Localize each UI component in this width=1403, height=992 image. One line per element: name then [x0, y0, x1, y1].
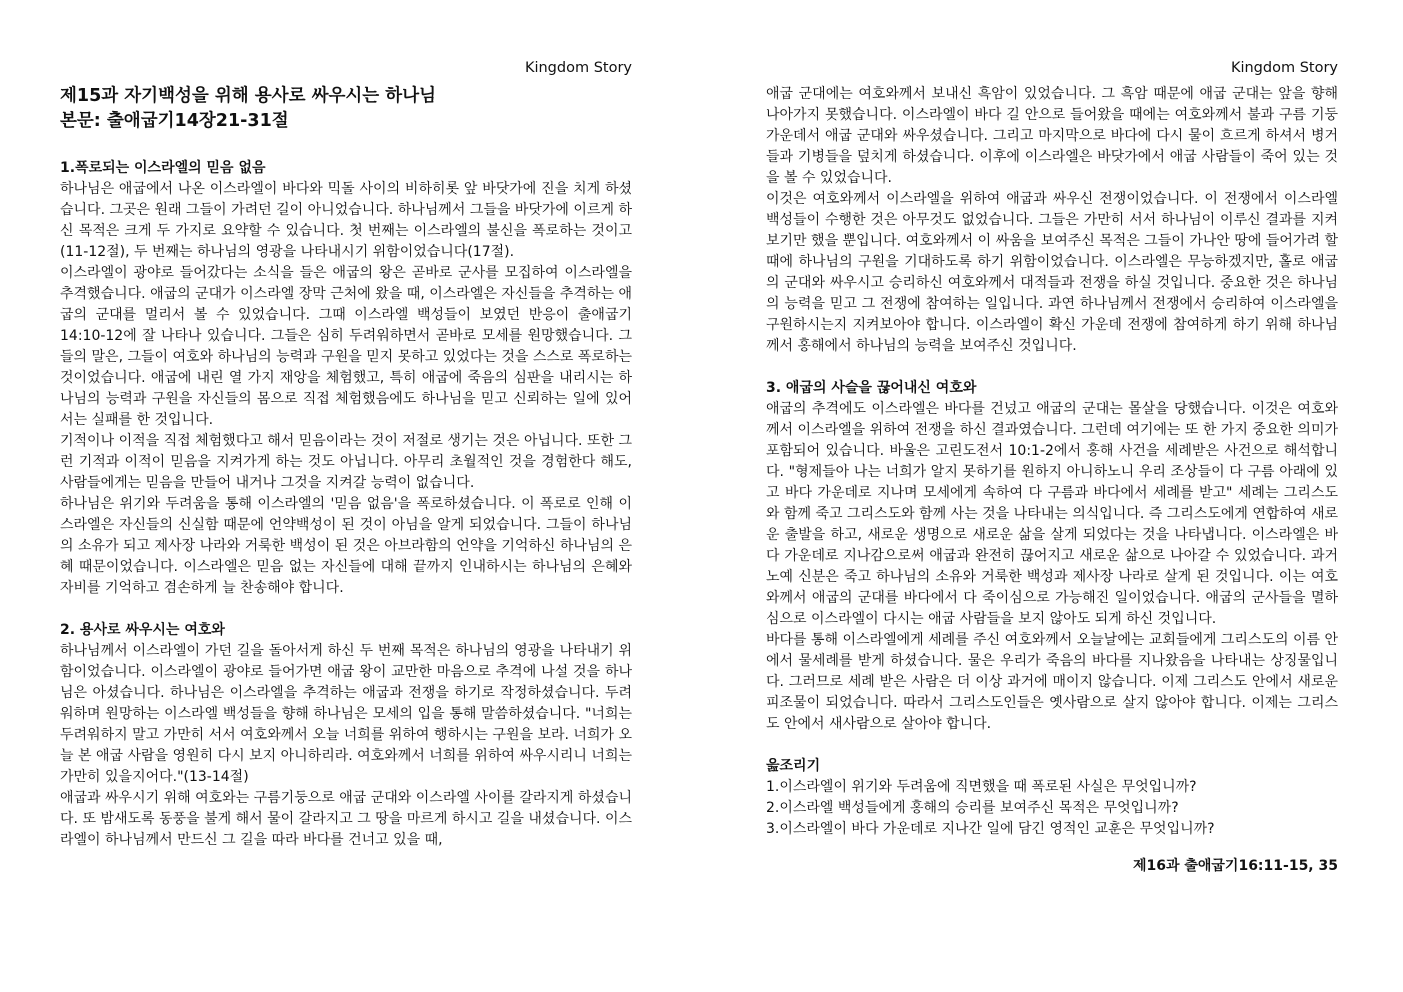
lesson-title-main: 제15과 자기백성을 위해 용사로 싸우시는 하나님 [60, 86, 437, 106]
section-3 [766, 378, 1338, 735]
review-questions [766, 756, 1338, 840]
section-heading: 2. 용사로 싸우시는 여호와 [60, 622, 225, 638]
spacer [60, 599, 632, 620]
question-list [766, 777, 1338, 840]
section-heading: 1.폭로되는 이스라엘의 믿음 없음 [60, 160, 266, 176]
section-heading: 3. 애굽의 사슬을 끊어내신 여호와 [766, 380, 977, 396]
spacer [766, 735, 1338, 756]
paragraph: 하나님께서 이스라엘이 가던 길을 돌아서게 하신 두 번째 목적은 하나님의 영광을 나타내기 위함이었습니다. 이스라엘이 광야로 들어가면 애굽 왕이 교만한 마음으로 추격에 나설 것을 하나님은 아셨습니다. 하나님은 이스라엘을 추격하는 애굽과 전쟁을 하기로 작정하셨습니다. 두려워하며 원망하는 이스라엘 백성들을 향해 하나님은 모세의 입을 통해 말씀하셨습니다. "너희는 두려워하지 말고 가만히 서서 여호와께서 오늘 너희를 위하여 행하시는 구원을 보라. 너희가 오늘 본 애굽 사람을 영원히 다시 보지 아니하리라. 여호와께서 너희를 위하여 싸우시리니 너희는 가만히 있을지어다."(13-14절) [60, 643, 632, 785]
lesson-title [60, 84, 632, 134]
paragraph: 애굽의 추격에도 이스라엘은 바다를 건넜고 애굽의 군대는 몰살을 당했습니다. 이것은 여호와께서 이스라엘을 위하여 전쟁을 하신 결과였습니다. 그런데 여기에는 또 한 가지 중요한 의미가 포함되어 있습니다. 바울은 고린도전서 10:1-2에서 홍해 사건을 세례받은 사건으로 해석합니다. "형제들아 나는 너희가 알지 못하기를 원하지 아니하노니 우리 조상들이 다 구름 아래에 있고 바다 가운데로 지나며 모세에게 속하여 다 구름과 바다에서 세례를 받고" 세례는 그리스도와 함께 죽고 그리스도와 함께 사는 것을 나타내는 의식입니다. 즉 그리스도에게 연합하여 새로운 출발을 하고, 새로운 생명으로 새로운 삶을 살게 되었다는 것을 나타냅니다. 이스라엘은 바다 가운데로 지나감으로써 애굽과 완전히 끊어지고 새로운 삶으로 나아갈 수 있었습니다. 과거 노예 신분은 죽고 하나님의 소유와 거룩한 백성과 제사장 나라로 살게 된 것입니다. 이는 여호와께서 애굽의 군대를 바다에서 다 죽이심으로 가능해진 일이었습니다. 애굽의 군사들을 멸하심으로 이스라엘이 다시는 애굽 사람들을 보지 않아도 되게 하신 것입니다. [766, 401, 1338, 627]
question-item: 3.이스라엘이 바다 가운데로 지나간 일에 담긴 영적인 교훈은 무엇입니까? [766, 821, 1215, 837]
paragraph: 기적이나 이적을 직접 체험했다고 해서 믿음이라는 것이 저절로 생기는 것은 아닙니다. 또한 그런 기적과 이적이 믿음을 지켜가게 하는 것도 아닙니다. 아무리 초월적인 것을 경험한다 해도, 사람들에게는 믿음을 만들어 내거나 그것을 지켜갈 능력이 없습니다. [60, 433, 632, 491]
next-lesson-reference: 제16과 출애굽기16:11-15, 35 [1132, 858, 1338, 874]
section-1 [60, 158, 632, 599]
question-item: 1.이스라엘이 위기와 두려움에 직면했을 때 폭로된 사실은 무엇입니까? [766, 779, 1197, 795]
running-head: Kingdom Story [1230, 60, 1338, 76]
paragraph: 바다를 통해 이스라엘에게 세례를 주신 여호와께서 오늘날에는 교회들에게 그리스도의 이름 안에서 물세례를 받게 하셨습니다. 물은 우리가 죽음의 바다를 지나왔음을 나타내는 상징물입니다. 그러므로 세례 받은 사람은 더 이상 과거에 매이지 않습니다. 이제 그리스도 안에서 새로운 피조물이 되었습니다. 따라서 그리스도인들은 옛사람으로 살지 않아야 합니다. 이제는 그리스도 안에서 새사람으로 살아야 합니다. [766, 632, 1338, 732]
lesson-scripture: 본문: 출애굽기14장21-31절 [60, 111, 289, 131]
paragraph: 이스라엘이 광야로 들어갔다는 소식을 들은 애굽의 왕은 곧바로 군사를 모집하여 이스라엘을 추격했습니다. 애굽의 군대가 이스라엘 장막 근처에 왔을 때, 이스라엘은 자신들을 추격하는 애굽의 군대를 멀리서 볼 수 있었습니다. 그때 이스라엘 백성들이 보였던 반응이 출애굽기 14:10-12에 잘 나타나 있습니다. 그들은 심히 두려워하면서 곧바로 모세를 원망했습니다. 그들의 말은, 그들이 여호와 하나님의 능력과 구원을 믿지 못하고 있었다는 것을 스스로 폭로하는 것이었습니다. 애굽에 내린 열 가지 재앙을 체험했고, 특히 애굽에 죽음의 심판을 내리시는 하나님의 능력과 구원을 자신들의 몸으로 직접 체험했음에도 하나님을 믿고 신뢰하는 일에 있어서는 실패를 한 것입니다. [60, 265, 632, 428]
paragraph: 애굽 군대에는 여호와께서 보내신 흑암이 있었습니다. 그 흑암 때문에 애굽 군대는 앞을 향해 나아가지 못했습니다. 이스라엘이 바다 길 안으로 들어왔을 때에는 여호와께서 불과 구름 기둥 가운데서 애굽 군대와 싸우셨습니다. 그리고 마지막으로 바다에 다시 물이 흐르게 하셔서 병거들과 기병들을 덮치게 하셨습니다. 이후에 이스라엘은 바닷가에서 애굽 사람들이 죽어 있는 것을 볼 수 있었습니다. [766, 86, 1338, 186]
paragraph: 하나님은 애굽에서 나온 이스라엘이 바다와 믹돌 사이의 비하히롯 앞 바닷가에 진을 치게 하셨습니다. 그곳은 원래 그들이 가려던 길이 아니었습니다. 하나님께서 그들을 바닷가에 이르게 하신 목적은 크게 두 가지로 요약할 수 있습니다. 첫 번째는 이스라엘의 불신을 폭로하는 것이고(11-12절), 두 번째는 하나님의 영광을 나타내시기 위함이었습니다(17절). [60, 181, 632, 260]
section-2 [60, 620, 632, 851]
running-head: Kingdom Story [524, 60, 632, 76]
paragraph: 이것은 여호와께서 이스라엘을 위하여 애굽과 싸우신 전쟁이었습니다. 이 전쟁에서 이스라엘 백성들이 수행한 것은 아무것도 없었습니다. 그들은 가만히 서서 하나님이 이루신 결과를 지켜보기만 했을 뿐입니다. 여호와께서 이 싸움을 보여주신 목적은 그들이 가나안 땅에 들어가려 할 때에 하나님의 구원을 기대하도록 하기 위함이었습니다. 이스라엘은 무능하겠지만, 홀로 애굽의 군대와 싸우시고 승리하신 여호와께서 대적들과 전쟁을 하실 것입니다. 중요한 것은 하나님의 능력을 믿고 그 전쟁에 참여하는 일입니다. 과연 하나님께서 전쟁에서 승리하여 이스라엘을 구원하시는지 지켜보아야 합니다. 이스라엘이 확신 가운데 전쟁에 참여하게 하기 위해 하나님께서 홍해에서 하나님의 능력을 보여주신 것입니다. [766, 191, 1338, 354]
question-item: 2.이스라엘 백성들에게 홍해의 승리를 보여주신 목적은 무엇입니까? [766, 800, 1179, 816]
paragraph: 하나님은 위기와 두려움을 통해 이스라엘의 '믿음 없음'을 폭로하셨습니다. 이 폭로로 인해 이스라엘은 자신들의 신실함 때문에 언약백성이 된 것이 아님을 알게 되었습니다. 그들이 하나님의 소유가 되고 제사장 나라와 거룩한 백성이 된 것은 아브라함의 언약을 기억하신 하나님의 은혜 때문이었습니다. 이스라엘은 믿음 없는 자신들에 대해 끝까지 인내하시는 하나님의 은혜와 자비를 기억하고 겸손하게 늘 찬송해야 합니다. [60, 496, 632, 596]
questions-heading: 읊조리기 [766, 758, 821, 774]
spacer [766, 357, 1338, 378]
paragraph: 애굽과 싸우시기 위해 여호와는 구름기둥으로 애굽 군대와 이스라엘 사이를 갈라지게 하셨습니다. 또 밤새도록 동풍을 불게 해서 물이 갈라지고 그 땅을 마르게 하시고 길을 내셨습니다. 이스라엘이 하나님께서 만드신 그 길을 따라 바다를 건너고 있을 때, [60, 790, 632, 848]
right-page [766, 58, 1338, 877]
left-page [60, 58, 632, 851]
